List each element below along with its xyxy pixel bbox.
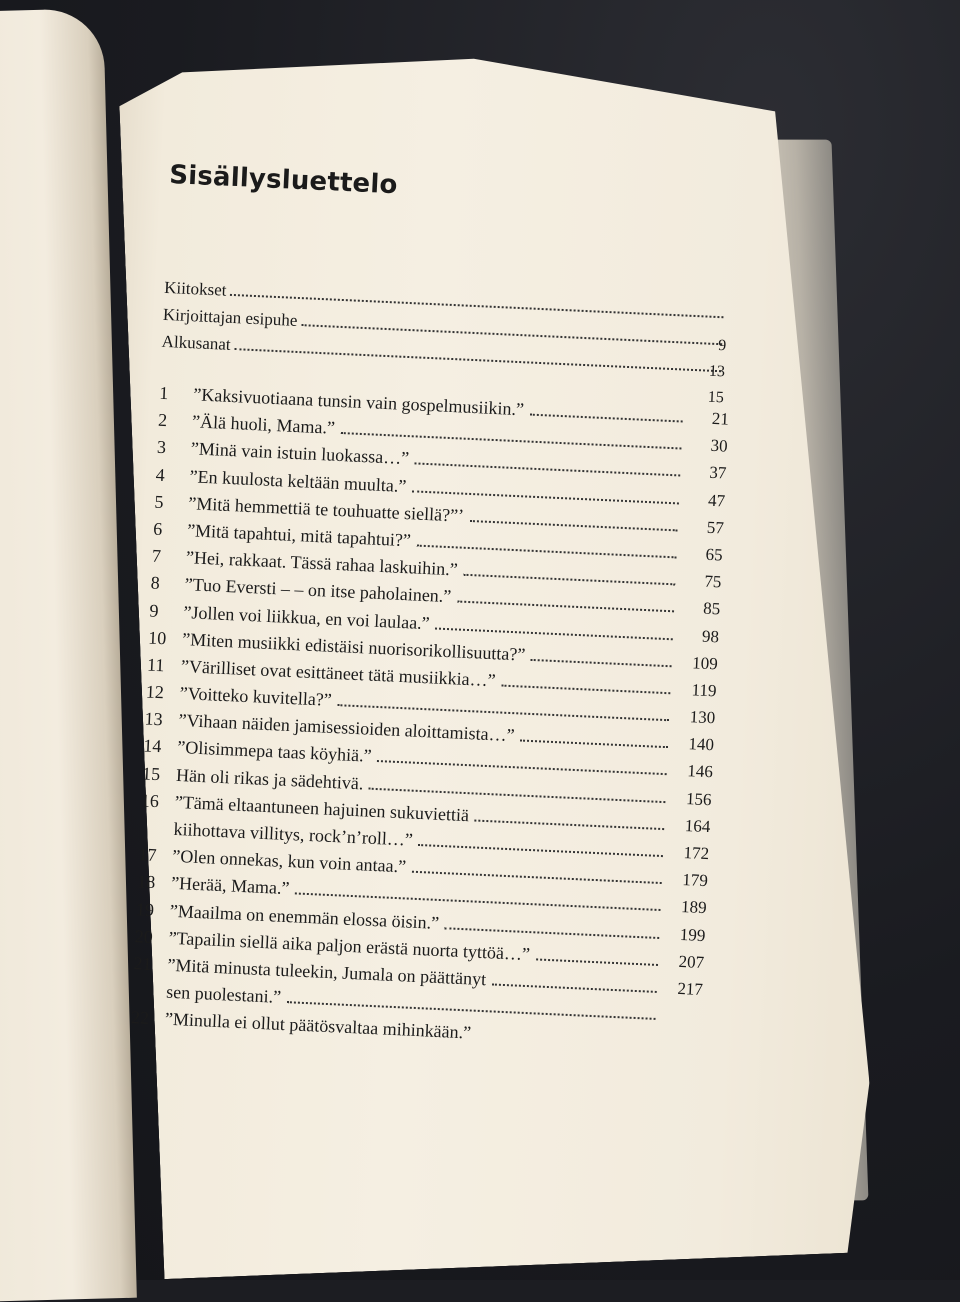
chapter-page [664, 1048, 700, 1050]
chapter-page: 172 [683, 843, 710, 864]
chapter-title: ”Herää, Mama.” [170, 873, 290, 899]
chapter-page: 156 [685, 788, 712, 809]
chapter-page [665, 1020, 701, 1022]
chapter-page: 37 [708, 463, 727, 483]
dot-leader [531, 658, 672, 667]
chapter-title: ”En kuulosta keltään muulta.” [189, 465, 407, 496]
chapter-page: 217 [677, 978, 704, 999]
chapter-page: 179 [681, 870, 709, 891]
front-matter-page: 15 [707, 388, 725, 407]
chapter-page: 207 [678, 951, 705, 972]
dot-leader [417, 544, 677, 559]
chapter-page: 164 [684, 815, 711, 836]
chapter-number: 3 [156, 437, 167, 458]
dot-leader [463, 573, 675, 586]
chapter-title: kiihottava villitys, rock’n’roll…” [173, 818, 414, 850]
chapter-title: ”Minä vain istuin luokassa…” [190, 438, 410, 469]
chapter-page: 140 [688, 734, 715, 755]
dot-leader [536, 957, 658, 966]
chapter-title: ”Jollen voi liikkua, en voi laulaa.” [183, 601, 431, 633]
chapter-title: ”Minulla ei ollut päätösvaltaa mihinkään.” [164, 1008, 472, 1043]
front-matter-page: 9 [717, 337, 727, 355]
chapter-title: ”Tämä eltaantuneen hajuinen sukuviettiä [174, 791, 470, 826]
chapter-number: 4 [155, 464, 166, 485]
chapter-number: 7 [151, 545, 162, 567]
chapter-number: 12 [145, 681, 165, 703]
chapter-title: ”Mitä minusta tuleekin, Jumala on päättänyt [167, 954, 487, 990]
chapter-title: sen puolestani.” [165, 981, 282, 1008]
chapter-number: 9 [149, 600, 160, 621]
chapter-title: ”Tuo Eversti – – on itse paholainen.” [184, 574, 452, 607]
dot-leader [412, 870, 662, 884]
chapter-title: ”Kaksivuotiaana tunsin vain gospelmusiikin.” [192, 384, 525, 420]
chapter-page: 30 [710, 436, 729, 456]
chapter-page: 98 [701, 626, 720, 646]
chapter-page: 65 [705, 544, 724, 565]
dot-leader [457, 600, 674, 613]
chapter-title: ”Tapailin siellä aika paljon erästä nuorta tyttöä…” [168, 927, 531, 964]
chapter-title: ”Hei, rakkaat. Tässä rahaa laskuihin.” [185, 547, 459, 580]
table-of-contents [130, 160, 739, 1060]
dot-leader [470, 519, 678, 531]
dot-leader [377, 759, 666, 775]
dot-leader [501, 683, 670, 694]
chapter-title: ”Olen onnekas, kun voin antaa.” [171, 846, 407, 877]
front-matter-pages [707, 337, 727, 416]
chapter-page: 119 [691, 680, 717, 701]
chapter-number: 17 [138, 844, 157, 866]
chapter-page: 47 [707, 490, 726, 511]
dot-leader [435, 626, 672, 640]
chapter-number: 13 [144, 708, 164, 730]
chapter-title: ”Värilliset ovat esittäneet tätä musiikkia…” [180, 655, 497, 691]
dot-leader [412, 489, 679, 504]
front-matter-page: 13 [708, 362, 726, 381]
front-matter-label: Kirjoittajan esipuhe [162, 304, 298, 330]
chapter-page: 109 [691, 652, 719, 674]
dot-leader [415, 462, 680, 477]
dot-leader [419, 843, 663, 857]
chapter-number: 14 [142, 735, 162, 757]
dot-leader [338, 703, 670, 721]
chapter-number: 1 [158, 382, 169, 404]
chapter-page: 199 [679, 924, 706, 945]
chapter-title: ”Vihaan näiden jamisessioiden aloittamista…” [178, 710, 516, 746]
dot-leader [445, 926, 659, 939]
chapter-page: 189 [680, 897, 708, 918]
chapter-number: 20 [134, 925, 154, 947]
chapter-number: 19 [135, 898, 155, 920]
chapter-page: 57 [706, 517, 725, 538]
chapter-title: ”Miten musiikki edistäisi nuorisorikollisuutta?” [181, 628, 526, 665]
chapter-title: ”Voitteko kuvitella?” [179, 683, 333, 710]
chapter-number: 21 [133, 953, 152, 974]
chapter-page: 85 [702, 598, 721, 619]
front-matter-label: Kiitokset [163, 277, 227, 300]
chapter-page: 146 [686, 761, 714, 782]
page-title: Sisällysluettelo [168, 160, 399, 201]
chapter-title: ”Olisimmepa taas köyhiä.” [176, 737, 373, 767]
dot-leader [369, 786, 665, 802]
chapter-number: 18 [136, 871, 156, 893]
chapter-number: 16 [140, 790, 160, 811]
chapter-number: 10 [147, 627, 167, 649]
chapter-title: ”Mitä tapahtui, mitä tapahtui?” [186, 520, 412, 551]
chapter-number: 8 [150, 572, 161, 594]
chapter-page: 75 [704, 571, 722, 592]
dot-leader [475, 818, 665, 830]
dot-leader [530, 413, 683, 423]
chapter-page: 130 [689, 707, 716, 728]
chapter-title: ”Mitä hemmettiä te touhuatte siellä?”’ [188, 492, 465, 526]
chapter-number: 11 [146, 654, 165, 676]
chapter-number: 2 [157, 409, 168, 431]
chapter-number: 15 [141, 763, 161, 784]
chapter-title: ”Maailma on enemmän elossa öisin.” [169, 900, 440, 933]
chapter-number: 22 [130, 1007, 150, 1029]
chapter-number: 5 [154, 491, 164, 512]
chapter-list [130, 383, 729, 1061]
dot-leader [520, 739, 668, 749]
dot-leader [477, 1038, 654, 1047]
chapter-page: 21 [711, 408, 730, 429]
dot-leader [492, 982, 657, 992]
chapter-number: 6 [152, 518, 163, 539]
chapter-title: ”Älä huoli, Mama.” [191, 411, 336, 438]
front-matter-label: Alkusanat [161, 331, 232, 354]
chapter-title: Hän oli rikas ja sädehtivä. [175, 764, 364, 794]
